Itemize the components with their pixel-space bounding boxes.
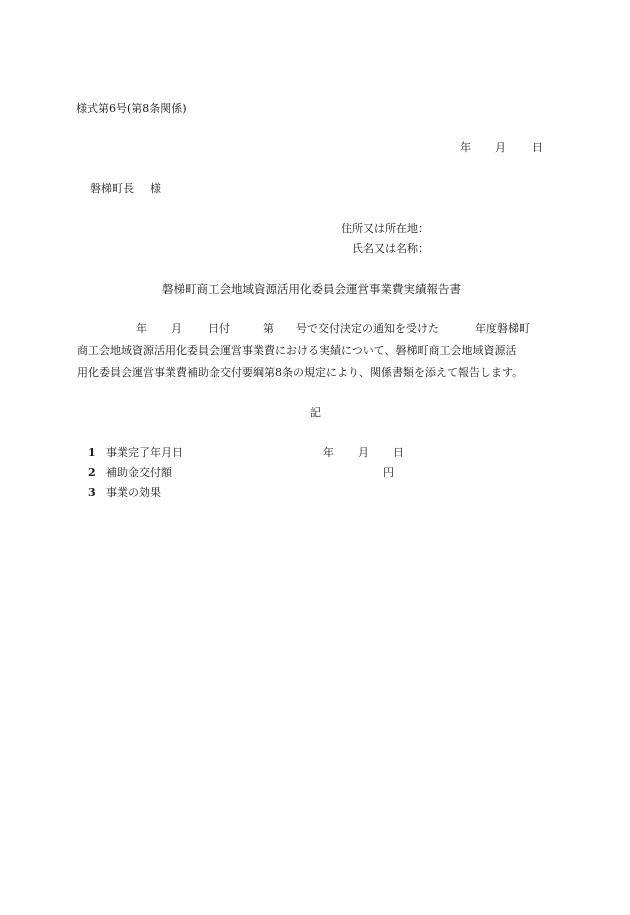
grant-amount-unit: 円	[383, 466, 394, 479]
note-heading: 記	[310, 406, 321, 419]
addressee-honorific: 様	[150, 182, 161, 195]
applicant-name-label: 氏名又は名称：	[352, 242, 429, 255]
list-item-number: 1	[88, 446, 96, 459]
date-line	[460, 142, 543, 153]
date-month-label: 月	[495, 141, 506, 154]
completion-date-fields	[323, 447, 404, 458]
completion-year-label: 年	[323, 446, 334, 459]
body-fiscal-year-text: 年度磐梯町	[475, 322, 530, 335]
list-item-grant-amount	[88, 467, 172, 478]
body-line-1	[136, 323, 530, 334]
list-item-completion-date	[88, 447, 183, 458]
addressee-name: 磐梯町長	[90, 182, 134, 195]
body-line-3: 用化委員会運営事業費補助金交付要綱第8条の規定により、関係書類を添えて報告します。	[77, 366, 524, 379]
form-number: 様式第6号(第8条関係)	[76, 102, 187, 115]
list-item-label: 事業の効果	[106, 486, 161, 499]
body-month-label: 月	[171, 322, 182, 335]
body-line-2: 商工会地域資源活用化委員会運営事業費における実績について、磐梯町商工会地域資源活	[77, 344, 517, 357]
date-day-label: 日	[532, 141, 543, 154]
date-year-label: 年	[460, 141, 471, 154]
list-item-label: 事業完了年月日	[106, 446, 183, 459]
document-title: 磐梯町商工会地域資源活用化委員会運営事業費実績報告書	[162, 282, 461, 296]
list-item-number: 3	[88, 486, 96, 499]
completion-day-label: 日	[393, 446, 404, 459]
list-item-number: 2	[88, 466, 96, 479]
list-item-project-effect	[88, 487, 161, 498]
list-item-label: 補助金交付額	[106, 466, 172, 479]
body-notice-text: 号で交付決定の通知を受けた	[296, 322, 439, 335]
applicant-address-label: 住所又は所在地：	[341, 222, 429, 235]
body-day-label: 日付	[208, 322, 230, 335]
body-dai-label: 第	[263, 322, 274, 335]
completion-month-label: 月	[358, 446, 369, 459]
addressee	[90, 183, 161, 194]
body-year-label: 年	[136, 322, 147, 335]
